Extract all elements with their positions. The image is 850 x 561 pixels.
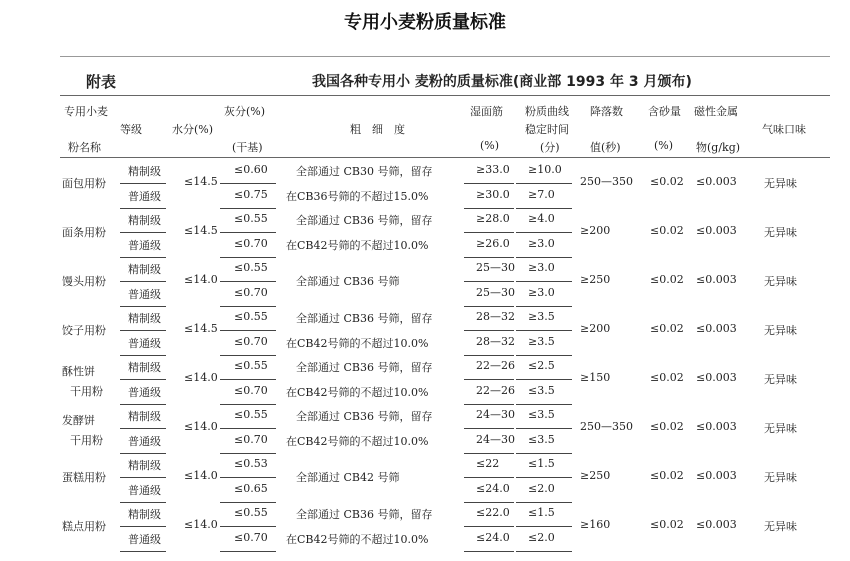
cell-rule <box>120 404 166 405</box>
magnetic-metal: ≤0.003 <box>696 469 737 482</box>
cell-rule <box>220 502 276 503</box>
fineness-line-1: 全部通过 CB36 号筛，留存 <box>296 214 433 227</box>
table-row <box>60 210 830 259</box>
cell-rule <box>220 404 276 405</box>
falling-number: ≥200 <box>580 322 611 335</box>
magnetic-metal: ≤0.003 <box>696 518 737 531</box>
header-falling-unit: 值(秒) <box>590 141 621 154</box>
ash-standard: ≤0.70 <box>234 531 268 544</box>
magnetic-metal: ≤0.003 <box>696 175 737 188</box>
sand-content: ≤0.02 <box>650 273 684 286</box>
cell-rule <box>120 306 166 307</box>
moisture-value: ≤14.0 <box>184 518 218 531</box>
page-title: 专用小麦粉质量标准 <box>344 12 506 33</box>
odor-taste: 无异味 <box>764 275 797 288</box>
cell-rule <box>464 404 514 405</box>
cell-rule <box>220 526 276 527</box>
stability-standard: ≥3.0 <box>528 286 555 299</box>
odor-taste: 无异味 <box>764 422 797 435</box>
grade-standard: 普通级 <box>128 533 161 546</box>
grade-refined: 精制级 <box>128 165 161 178</box>
gluten-refined: 25—30 <box>476 261 515 274</box>
falling-number: ≥250 <box>580 469 611 482</box>
ash-standard: ≤0.75 <box>234 188 268 201</box>
cell-rule <box>464 183 514 184</box>
moisture-value: ≤14.0 <box>184 420 218 433</box>
gluten-refined: 24—30 <box>476 408 515 421</box>
cell-rule <box>220 281 276 282</box>
sand-content: ≤0.02 <box>650 371 684 384</box>
cell-rule <box>220 453 276 454</box>
moisture-value: ≤14.5 <box>184 322 218 335</box>
grade-standard: 普通级 <box>128 239 161 252</box>
cell-rule <box>464 477 514 478</box>
cell-rule <box>220 355 276 356</box>
falling-number: ≥250 <box>580 273 611 286</box>
product-name-1: 面包用粉 <box>62 177 106 190</box>
cell-rule <box>516 355 572 356</box>
cell-rule <box>464 257 514 258</box>
cell-rule <box>516 208 572 209</box>
ash-refined: ≤0.55 <box>234 506 268 519</box>
header-stability-1: 粉质曲线 <box>525 105 569 118</box>
cell-rule <box>516 404 572 405</box>
header-ash-dry: (干基) <box>232 141 263 154</box>
magnetic-metal: ≤0.003 <box>696 224 737 237</box>
cell-rule <box>220 306 276 307</box>
gluten-standard: ≤24.0 <box>476 531 510 544</box>
sand-content: ≤0.02 <box>650 224 684 237</box>
header-gluten-unit: (%) <box>480 139 500 152</box>
header-falling: 降落数 <box>590 105 623 118</box>
magnetic-metal: ≤0.003 <box>696 273 737 286</box>
magnetic-metal: ≤0.003 <box>696 371 737 384</box>
cell-rule <box>120 257 166 258</box>
stability-refined: ≥4.0 <box>528 212 555 225</box>
stability-refined: ≥10.0 <box>528 163 562 176</box>
stability-standard: ≥7.0 <box>528 188 555 201</box>
grade-refined: 精制级 <box>128 361 161 374</box>
gluten-standard: 28—32 <box>476 335 515 348</box>
product-name-1: 发酵饼 <box>62 414 95 427</box>
ash-standard: ≤0.70 <box>234 335 268 348</box>
cell-rule <box>516 257 572 258</box>
cell-rule <box>516 281 572 282</box>
table-row <box>60 406 830 455</box>
cell-rule <box>120 428 166 429</box>
falling-number: 250—350 <box>580 420 633 433</box>
cell-rule <box>516 526 572 527</box>
stability-refined: ≤1.5 <box>528 506 555 519</box>
product-name-1: 馒头用粉 <box>62 275 106 288</box>
cell-rule <box>464 232 514 233</box>
grade-standard: 普通级 <box>128 484 161 497</box>
header-top-rule <box>60 95 830 96</box>
fineness-line-2: 在CB42号筛的不超过10.0% <box>286 533 429 546</box>
cell-rule <box>120 379 166 380</box>
ash-refined: ≤0.53 <box>234 457 268 470</box>
cell-rule <box>516 428 572 429</box>
cell-rule <box>464 379 514 380</box>
ash-standard: ≤0.65 <box>234 482 268 495</box>
fineness-line-2: 在CB42号筛的不超过10.0% <box>286 435 429 448</box>
ash-standard: ≤0.70 <box>234 433 268 446</box>
magnetic-metal: ≤0.003 <box>696 420 737 433</box>
fineness-line-2: 在CB36号筛的不超过15.0% <box>286 190 429 203</box>
falling-number: ≥200 <box>580 224 611 237</box>
cell-rule <box>120 232 166 233</box>
stability-refined: ≤1.5 <box>528 457 555 470</box>
gluten-standard: ≥26.0 <box>476 237 510 250</box>
grade-standard: 普通级 <box>128 190 161 203</box>
cell-rule <box>464 330 514 331</box>
gluten-standard: 24—30 <box>476 433 515 446</box>
grade-standard: 普通级 <box>128 337 161 350</box>
stability-standard: ≤2.0 <box>528 531 555 544</box>
moisture-value: ≤14.0 <box>184 371 218 384</box>
document-page <box>60 56 830 561</box>
table-row <box>60 308 830 357</box>
product-name-1: 糕点用粉 <box>62 520 106 533</box>
cell-rule <box>464 208 514 209</box>
fineness-line-1: 全部通过 CB42 号筛 <box>296 471 400 484</box>
fineness-line-2: 在CB42号筛的不超过10.0% <box>286 337 429 350</box>
ash-standard: ≤0.70 <box>234 286 268 299</box>
cell-rule <box>464 551 514 552</box>
odor-taste: 无异味 <box>764 324 797 337</box>
table-row <box>60 259 830 308</box>
cell-rule <box>120 330 166 331</box>
header-ash: 灰分(%) <box>224 105 266 118</box>
ash-standard: ≤0.70 <box>234 384 268 397</box>
cell-rule <box>220 257 276 258</box>
cell-rule <box>120 355 166 356</box>
table-row <box>60 455 830 504</box>
fineness-line-1: 全部通过 CB30 号筛，留存 <box>296 165 433 178</box>
grade-standard: 普通级 <box>128 435 161 448</box>
sand-content: ≤0.02 <box>650 469 684 482</box>
cell-rule <box>516 183 572 184</box>
stability-refined: ≥3.5 <box>528 310 555 323</box>
cell-rule <box>516 232 572 233</box>
gluten-standard: ≥30.0 <box>476 188 510 201</box>
product-name-2: 干用粉 <box>70 434 103 447</box>
grade-refined: 精制级 <box>128 508 161 521</box>
header-grade: 等级 <box>120 123 142 136</box>
gluten-refined: ≥28.0 <box>476 212 510 225</box>
cell-rule <box>464 428 514 429</box>
odor-taste: 无异味 <box>764 520 797 533</box>
cell-rule <box>120 183 166 184</box>
grade-refined: 精制级 <box>128 410 161 423</box>
sand-content: ≤0.02 <box>650 420 684 433</box>
fineness-line-1: 全部通过 CB36 号筛，留存 <box>296 312 433 325</box>
cell-rule <box>464 526 514 527</box>
product-name-1: 面条用粉 <box>62 226 106 239</box>
ash-refined: ≤0.55 <box>234 261 268 274</box>
ash-refined: ≤0.60 <box>234 163 268 176</box>
stability-standard: ≤2.0 <box>528 482 555 495</box>
cell-rule <box>220 428 276 429</box>
header-metal-unit: 物(g/kg) <box>696 141 741 154</box>
appendix-label: 附表 <box>86 73 117 91</box>
cell-rule <box>220 232 276 233</box>
table-row <box>60 504 830 553</box>
header-moisture: 水分(%) <box>172 123 214 136</box>
odor-taste: 无异味 <box>764 226 797 239</box>
cell-rule <box>220 208 276 209</box>
cell-rule <box>464 502 514 503</box>
ash-refined: ≤0.55 <box>234 310 268 323</box>
product-name-1: 饺子用粉 <box>62 324 106 337</box>
cell-rule <box>120 208 166 209</box>
cell-rule <box>516 551 572 552</box>
header-stability-2: 稳定时间 <box>525 123 569 136</box>
header-sand: 含砂量 <box>648 105 681 118</box>
cell-rule <box>220 551 276 552</box>
product-name-1: 酥性饼 <box>62 365 95 378</box>
cell-rule <box>120 281 166 282</box>
cell-rule <box>516 477 572 478</box>
stability-standard: ≤3.5 <box>528 433 555 446</box>
table-title: 我国各种专用小 麦粉的质量标准(商业部 1993 年 3 月颁布) <box>312 74 692 90</box>
table-row <box>60 161 830 210</box>
sand-content: ≤0.02 <box>650 518 684 531</box>
moisture-value: ≤14.0 <box>184 469 218 482</box>
header-product-2: 粉名称 <box>68 141 101 154</box>
cell-rule <box>220 183 276 184</box>
stability-standard: ≥3.5 <box>528 335 555 348</box>
sand-content: ≤0.02 <box>650 322 684 335</box>
cell-rule <box>516 453 572 454</box>
cell-rule <box>220 330 276 331</box>
product-name-2: 干用粉 <box>70 385 103 398</box>
ash-standard: ≤0.70 <box>234 237 268 250</box>
gluten-standard: ≤24.0 <box>476 482 510 495</box>
fineness-line-1: 全部通过 CB36 号筛，留存 <box>296 361 433 374</box>
cell-rule <box>120 453 166 454</box>
cell-rule <box>516 379 572 380</box>
gluten-standard: 22—26 <box>476 384 515 397</box>
fineness-line-1: 全部通过 CB36 号筛，留存 <box>296 410 433 423</box>
cell-rule <box>516 330 572 331</box>
cell-rule <box>464 355 514 356</box>
magnetic-metal: ≤0.003 <box>696 322 737 335</box>
gluten-refined: ≤22.0 <box>476 506 510 519</box>
gluten-standard: 25—30 <box>476 286 515 299</box>
falling-number: ≥150 <box>580 371 611 384</box>
odor-taste: 无异味 <box>764 177 797 190</box>
sand-content: ≤0.02 <box>650 175 684 188</box>
header-bottom-rule <box>60 157 830 158</box>
header-sand-unit: (%) <box>654 139 674 152</box>
header-fineness: 粗 细 度 <box>350 123 405 136</box>
cell-rule <box>464 281 514 282</box>
gluten-refined: 28—32 <box>476 310 515 323</box>
header-stability-unit: (分) <box>540 141 560 154</box>
grade-refined: 精制级 <box>128 312 161 325</box>
gluten-refined: ≥33.0 <box>476 163 510 176</box>
gluten-refined: ≤22 <box>476 457 500 470</box>
cell-rule <box>120 502 166 503</box>
moisture-value: ≤14.5 <box>184 224 218 237</box>
product-name-1: 蛋糕用粉 <box>62 471 106 484</box>
fineness-line-2: 在CB42号筛的不超过10.0% <box>286 386 429 399</box>
cell-rule <box>120 551 166 552</box>
stability-standard: ≤3.5 <box>528 384 555 397</box>
grade-standard: 普通级 <box>128 288 161 301</box>
header-product-1: 专用小麦 <box>64 105 108 118</box>
odor-taste: 无异味 <box>764 373 797 386</box>
fineness-line-2: 在CB42号筛的不超过10.0% <box>286 239 429 252</box>
ash-refined: ≤0.55 <box>234 212 268 225</box>
header-gluten: 湿面筋 <box>470 105 503 118</box>
cell-rule <box>120 477 166 478</box>
table-row <box>60 357 830 406</box>
stability-refined: ≥3.0 <box>528 261 555 274</box>
ash-refined: ≤0.55 <box>234 408 268 421</box>
cell-rule <box>120 526 166 527</box>
cell-rule <box>516 306 572 307</box>
header-odor: 气味口味 <box>762 123 806 136</box>
fineness-line-1: 全部通过 CB36 号筛 <box>296 275 400 288</box>
grade-standard: 普通级 <box>128 386 161 399</box>
header-metal: 磁性金属 <box>694 105 738 118</box>
grade-refined: 精制级 <box>128 263 161 276</box>
stability-standard: ≥3.0 <box>528 237 555 250</box>
cell-rule <box>516 502 572 503</box>
grade-refined: 精制级 <box>128 459 161 472</box>
stability-refined: ≤2.5 <box>528 359 555 372</box>
cell-rule <box>220 477 276 478</box>
stability-refined: ≤3.5 <box>528 408 555 421</box>
moisture-value: ≤14.5 <box>184 175 218 188</box>
falling-number: ≥160 <box>580 518 611 531</box>
cell-rule <box>464 453 514 454</box>
moisture-value: ≤14.0 <box>184 273 218 286</box>
fineness-line-1: 全部通过 CB36 号筛，留存 <box>296 508 433 521</box>
falling-number: 250—350 <box>580 175 633 188</box>
odor-taste: 无异味 <box>764 471 797 484</box>
cell-rule <box>220 379 276 380</box>
grade-refined: 精制级 <box>128 214 161 227</box>
ash-refined: ≤0.55 <box>234 359 268 372</box>
gluten-refined: 22—26 <box>476 359 515 372</box>
cell-rule <box>464 306 514 307</box>
